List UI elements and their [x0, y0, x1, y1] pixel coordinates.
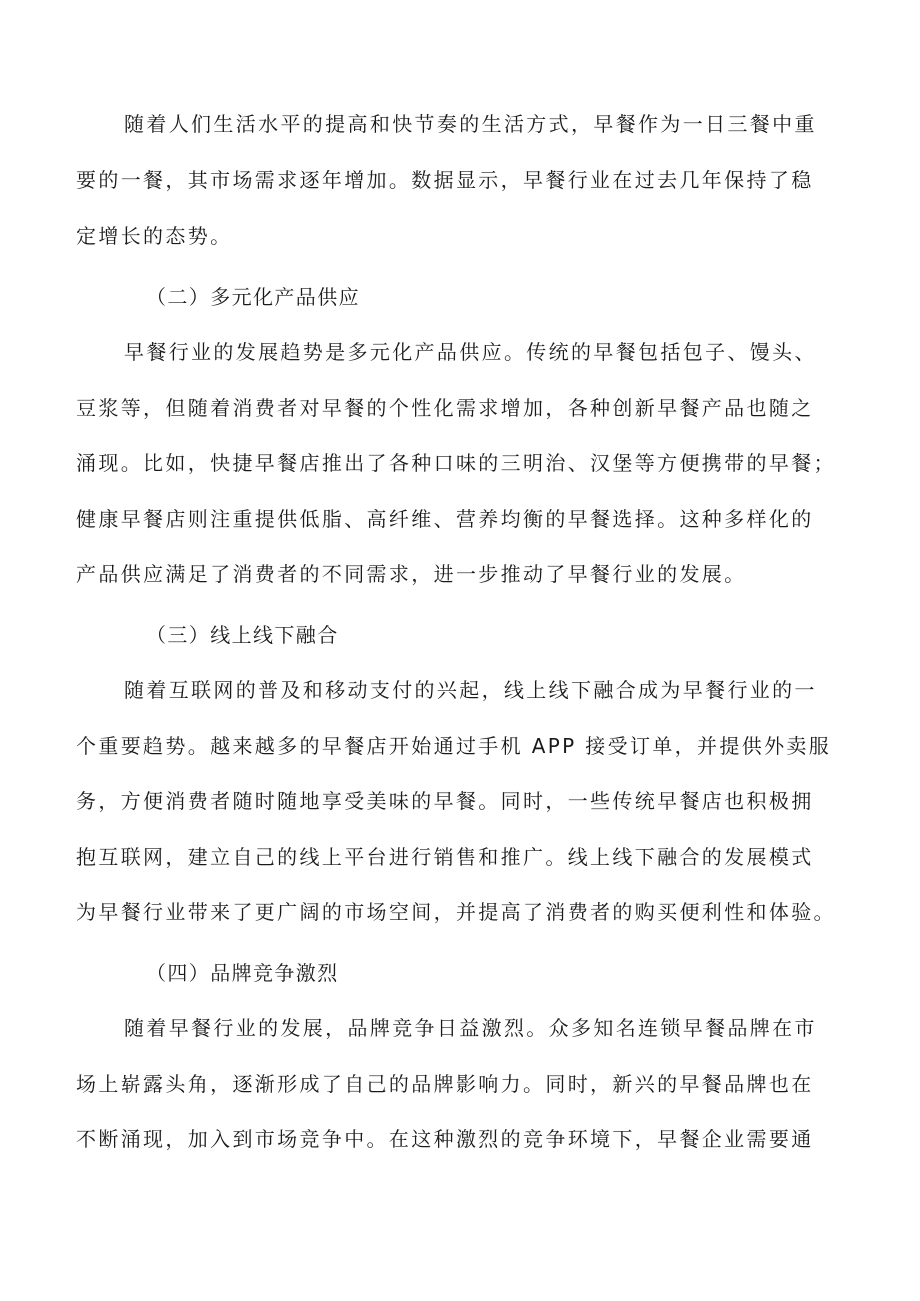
- section-heading-online-offline: （三）线上线下融合: [146, 623, 339, 647]
- paragraph-line: 随着互联网的普及和移动支付的兴起，线上线下融合成为早餐行业的一: [124, 678, 817, 702]
- paragraph-line: 豆浆等，但随着消费者对早餐的个性化需求增加，各种创新早餐产品也随之: [76, 396, 814, 420]
- paragraph-line: 为早餐行业带来了更广阔的市场空间，并提高了消费者的购买便利性和体验。: [76, 900, 836, 924]
- paragraph-line: 务，方便消费者随时随地享受美味的早餐。同时，一些传统早餐店也积极拥: [76, 789, 814, 813]
- paragraph-line: 产品供应满足了消费者的不同需求，进一步推动了早餐行业的发展。: [76, 562, 747, 586]
- paragraph-line: 场上崭露头角，逐渐形成了自己的品牌影响力。同时，新兴的早餐品牌也在: [76, 1072, 814, 1096]
- section-heading-diversified-products: （二）多元化产品供应: [146, 285, 360, 309]
- paragraph-line: 随着早餐行业的发展，品牌竞争日益激烈。众多知名连锁早餐品牌在市: [124, 1016, 817, 1040]
- paragraph-line: 不断涌现，加入到市场竞争中。在这种激烈的竞争环境下，早餐企业需要通: [76, 1127, 814, 1151]
- paragraph-line: 早餐行业的发展趋势是多元化产品供应。传统的早餐包括包子、馒头、: [124, 340, 817, 364]
- paragraph-line: 涌现。比如，快捷早餐店推出了各种口味的三明治、汉堡等方便携带的早餐；: [76, 451, 836, 475]
- paragraph-line: 个重要趋势。越来越多的早餐店开始通过手机 APP 接受订单，并提供外卖服: [76, 734, 832, 758]
- paragraph-line: 定增长的态势。: [76, 224, 233, 248]
- paragraph-line: 抱互联网，建立自己的线上平台进行销售和推广。线上线下融合的发展模式: [76, 845, 814, 869]
- section-heading-brand-competition: （四）品牌竞争激烈: [146, 961, 339, 985]
- paragraph-line: 健康早餐店则注重提供低脂、高纤维、营养均衡的早餐选择。这种多样化的: [76, 507, 814, 531]
- paragraph-line: 随着人们生活水平的提高和快节奏的生活方式，早餐作为一日三餐中重: [124, 112, 817, 136]
- paragraph-line: 要的一餐，其市场需求逐年增加。数据显示，早餐行业在过去几年保持了稳: [76, 168, 814, 192]
